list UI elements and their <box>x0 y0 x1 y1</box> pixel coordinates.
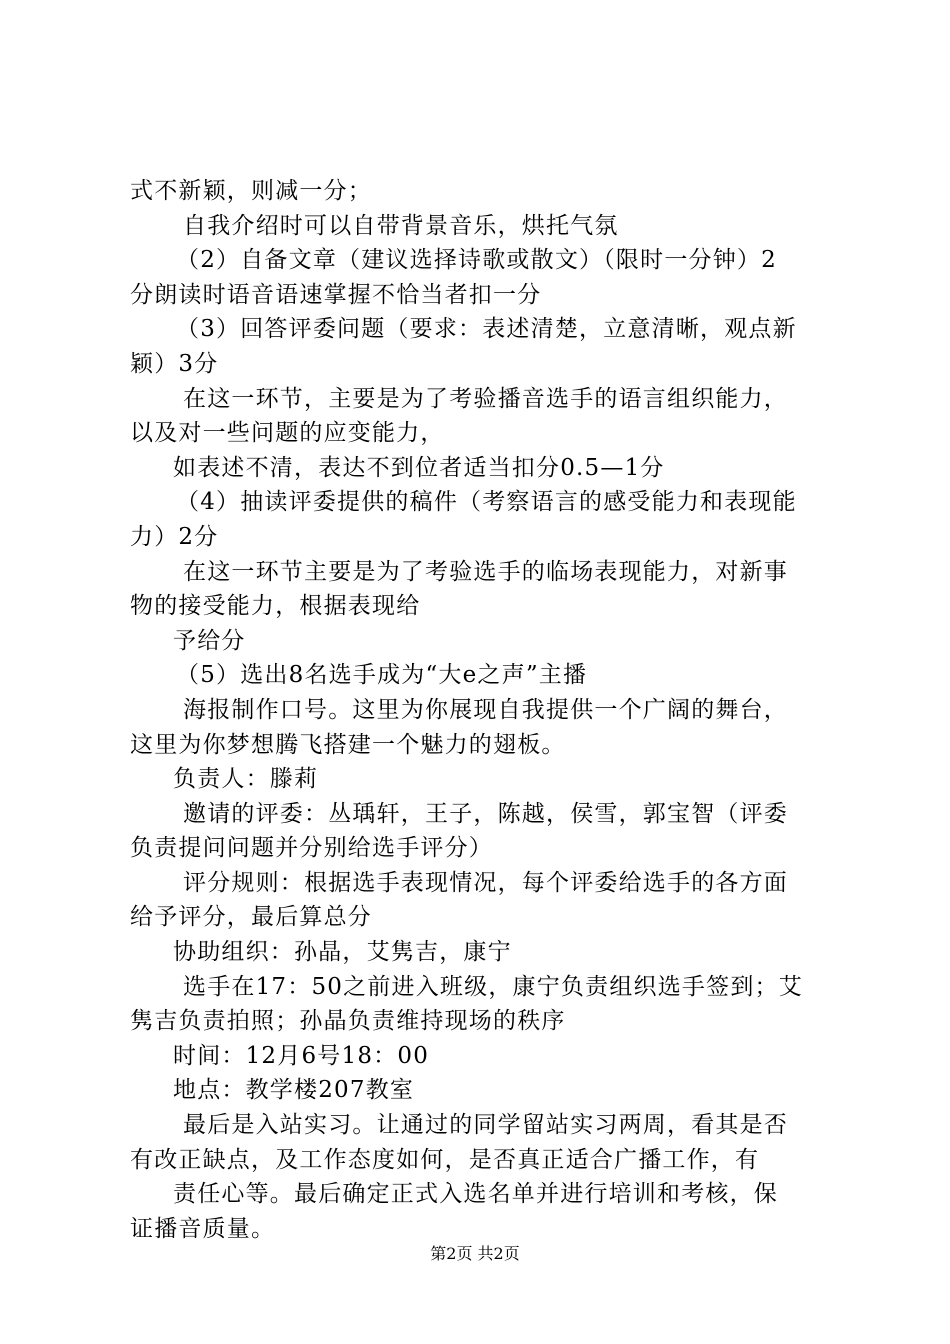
text-line: 证播音质量。 <box>130 1215 276 1242</box>
text-line: 分朗读时语音语速掌握不恰当者扣一分 <box>130 281 542 308</box>
page-footer: 第2页 共2页 <box>430 1244 520 1263</box>
text-line: 自我介绍时可以自带背景音乐，烘托气氛 <box>183 212 619 239</box>
text-line: 给予评分，最后算总分 <box>130 904 372 931</box>
text-line: 物的接受能力，根据表现给 <box>130 593 421 620</box>
text-line: 力）2分 <box>130 523 219 550</box>
text-line: 评分规则：根据选手表现情况，每个评委给选手的各方面 <box>183 869 788 896</box>
text-line: 式不新颖，则减一分； <box>130 178 372 204</box>
text-line: 在这一环节，主要是为了考验播音选手的语言组织能力， <box>183 385 788 412</box>
text-line: 有改正缺点，及工作态度如何，是否真正适合广播工作，有 <box>130 1146 760 1173</box>
text-line: （2）自备文章（建议选择诗歌或散文）（限时一分钟）2 <box>176 247 777 274</box>
text-line: 责任心等。最后确定正式入选名单并进行培训和考核，保 <box>173 1181 778 1208</box>
text-line: 负责人：滕莉 <box>173 766 319 793</box>
text-line: 海报制作口号。这里为你展现自我提供一个广阔的舞台， <box>183 696 788 723</box>
text-line: 最后是入站实习。让通过的同学留站实习两周，看其是否 <box>183 1112 788 1139</box>
text-line: 时间：12月6号18：00 <box>173 1042 430 1069</box>
text-line: 负责提问问题并分别给选手评分） <box>130 835 493 862</box>
text-line: 邀请的评委：丛瑀轩，王子，陈越，侯雪，郭宝智（评委 <box>183 800 788 827</box>
text-line: 协助组织：孙晶，艾隽吉，康宁 <box>173 939 512 966</box>
text-line: 选手在17：50之前进入班级，康宁负责组织选手签到；艾 <box>183 973 803 1000</box>
document-body <box>130 174 835 1246</box>
text-line: 隽吉负责拍照；孙晶负责维持现场的秩序 <box>130 1008 566 1035</box>
text-line: （4）抽读评委提供的稿件（考察语言的感受能力和表现能 <box>176 489 797 516</box>
text-line: 这里为你梦想腾飞搭建一个魅力的翅板。 <box>130 731 566 758</box>
text-line: （5）选出8名选手成为“大e之声”主播 <box>176 662 588 689</box>
text-line: 以及对一些问题的应变能力， <box>130 420 445 447</box>
text-line: 地点：教学楼207教室 <box>173 1077 415 1104</box>
text-line: 颖）3分 <box>130 350 219 377</box>
text-line: 在这一环节主要是为了考验选手的临场表现能力，对新事 <box>183 558 788 585</box>
text-line: 如表述不清，表达不到位者适当扣分0.5—1分 <box>173 454 665 481</box>
text-line: 予给分 <box>173 627 246 654</box>
text-line: （3）回答评委问题（要求：表述清楚，立意清晰，观点新 <box>176 316 797 343</box>
